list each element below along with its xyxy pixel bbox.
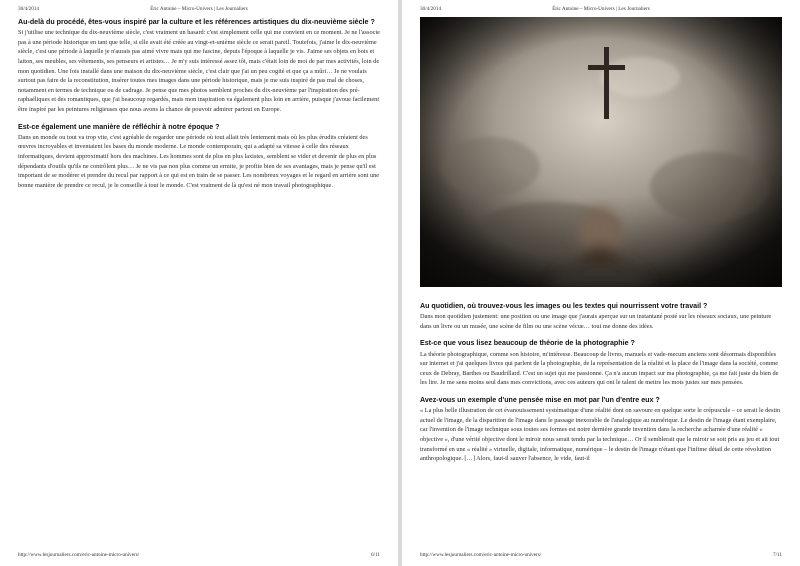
header-source: Éric Antoine – Micro-Univers | Les Journaliers <box>552 6 650 12</box>
photo-image <box>420 17 782 287</box>
page-header <box>420 6 782 14</box>
answer-paragraph: « La plus belle illustration de cet évanouissement systématique d'une réalité dont on savoure en quelque sorte le crépuscule – ce serait le destin actuel de l'image, de la disparition de l'image dans le passage inexorable de l'analogique au numérique. Le destin de l'image étant exemplaire, car l'invention de l'image technique sous toutes ses formes est notre dernière grande invention dans la recherche acharnée d'une réalité « objective », d'une vérité objective dont le miroir nous serait tendu par la technique… Or il semblerait que le miroir se soit pris au jeu et ait tout transformé en une « réalité » virtuelle, digitale, informatique, numérique – le destin de l'image n'étant que l'infime détail de cette révolution anthropologique. […] Alors, faut-il sauver l'absence, le vide, faut-il <box>420 407 781 463</box>
footer-url: http://www.lesjournaliers.com/eric-antoine-micro-univers/ <box>18 552 140 558</box>
article-content <box>18 18 380 198</box>
page-number: 6/11 <box>370 552 380 558</box>
footer-url: http://www.lesjournaliers.com/eric-antoine-micro-univers/ <box>420 552 542 558</box>
article-content <box>420 302 782 472</box>
blurred-portrait-with-cross-photo <box>420 17 782 287</box>
question-heading: Avez-vous un exemple d'une pensée mise en mot par l'un d'entre eux ? <box>420 395 660 404</box>
answer-paragraph: Si j'utilise une technique du dix-neuvième siècle, c'est vraiment un hasard: c'est simplement celle qui me convient en ce moment. Je ne l'associe pas à une période historique en tant que telle, si elle avait été créée au vingt-et-unième siècle ce serait pareil. Toutefois, j'aime le dix-neuvième siècle, c'est une période à laquelle je n'aurais pas aimé vivre mais qui me fascine, depuis l'époque à laquelle je vis. J'aime ses objets en bois et laiton, ses meubles, ses vêtements, ses penseurs et artistes… Je m'y suis intéressé assez tôt, mais c'était loin de moi de par mes activités, loin de mon quotidien. Une fois installé dans une maison du dix-neuvième siècle, c'est clair que j'ai un peu cogité et que ça a mûri… Je ne voulais surtout pas faire de la reconstitution, insérer toutes mes images dans une période historique, mais je me suis inspiré de pas mal de choses, notamment en termes de technique ou de cadrage. Je pense que mes photos semblent proches du dix-neuvième par l'inspiration des pré-raphaéliques et des romantiques, que j'ai beaucoup regardés, mais mon inspiration va également plus loin en arrière, puisque j'avoue facilement être inspiré par les peintures religieuses que nous avons la chance de pouvoir admirer partout en Europe. <box>18 29 380 113</box>
header-date: 30/4/2014 <box>18 6 40 12</box>
page-footer <box>18 552 380 560</box>
question-heading: Est-ce que vous lisez beaucoup de théorie de la photographie ? <box>420 339 635 348</box>
question-heading: Au quotidien, où trouvez-vous les images ou les textes qui nourrissent votre travail ? <box>420 302 708 310</box>
question-heading: Au-delà du procédé, êtes-vous inspiré par la culture et les références artistiques du dix-neuvième siècle ? <box>18 18 375 26</box>
answer-paragraph: La théorie photographique, comme son histoire, m'intéresse. Beaucoup de livres, manuels et vade-mecum anciens sont désormais disponibles sur internet et j'ai quelques livres qui parlent de la photographie, de la représentation de la réalité et la place de l'image dans la société, comme ceux de Debray, Barthes ou Baudrillard. C'est un sujet qui me passionne. Ça n'a aucun impact sur ma photographie, ça me fait juste du bien de les lire. Je me sens moins seul dans mes convictions, avec ces auteurs qui ont le talent de mettre les mots justes sur mes pensées. <box>420 350 779 387</box>
left-page <box>0 0 398 566</box>
answer-paragraph: Dans mon quotidien justement: une position ou une image que j'aurais aperçue sur un instantané posté sur les réseaux sociaux, une peinture dans un livre ou un musée, une scène de film ou une scène vécue… tout me donne des idées. <box>420 313 772 330</box>
page-header <box>18 6 380 14</box>
answer-paragraph: Dans un monde ou tout va trop vite, c'est agréable de regarder une période où tout allait très lentement mais où les plus érudits créaient des œuvres incroyables et inventaient les bases du monde moderne. Le monde contemporain, qui a adapté sa vitesse à celle des réseaux informatiques, devient approximatif hors des machines. Les hommes sont de plus en plus laxistes, semblent se vider et devenir de plus en plus dépendants d'outils qu'ils ne contrôlent plus… Je ne vis pas non plus comme un ermite, je profite bien de ses avantages, mais je pense qu'il est important de se modérer et prendre du recul par rapport à ce qui est en train de se passer. Les nombreux voyages et le regard en arrière sont une bonne manière de prendre ce recul, je le conseille à tout le monde. C'est vraiment de là qu'est né mon travail photographique. <box>18 133 380 189</box>
right-page <box>402 0 800 566</box>
page-footer <box>420 552 782 560</box>
header-source: Éric Antoine – Micro-Univers | Les Journaliers <box>150 6 248 12</box>
header-date: 30/4/2014 <box>420 6 442 12</box>
page-number: 7/11 <box>772 552 782 558</box>
question-heading: Est-ce également une manière de réfléchir à notre époque ? <box>18 122 220 131</box>
